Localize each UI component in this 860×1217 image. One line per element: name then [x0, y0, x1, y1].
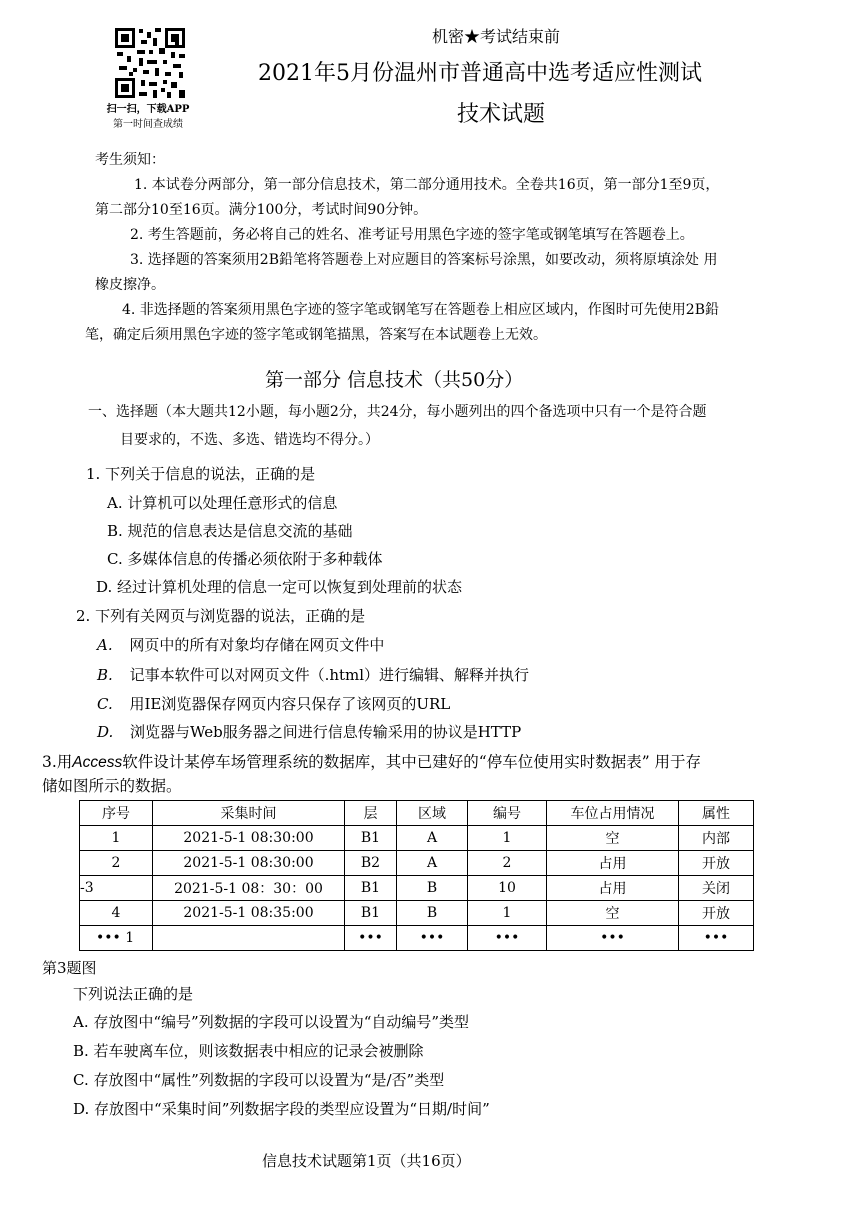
- table-row: [80, 851, 754, 876]
- confidential-label: 机密★考试结束前: [432, 27, 561, 46]
- notice-item-1-line2: 第二部分10至16页。满分100分，考试时间90分钟。: [95, 202, 428, 218]
- notice-item-2: 2. 考生答题前，务必将自己的姓名、准考证号用黑色字迹的签字笔或钢笔填写在答题卷上。: [130, 227, 694, 243]
- q3-figure-label: 第3题图: [42, 959, 97, 977]
- table-header-cell: 编号: [468, 801, 547, 826]
- table-header-cell: 采集时间: [153, 801, 345, 826]
- q3-stem-software: Access: [72, 754, 123, 771]
- q1-option-d: D. 经过计算机处理的信息一定可以恢复到处理前的状态: [96, 578, 463, 596]
- table-cell: 开放: [679, 901, 754, 926]
- q2-option-b-text: 记事本软件可以对网页文件（.html）进行编辑、解释并执行: [129, 666, 530, 684]
- table-cell: ••• 1: [80, 926, 153, 951]
- notice-item-4-line1: 4. 非选择题的答案须用黑色字迹的签字笔或钢笔写在答题卷上相应区域内，作图时可先使用2B鉛: [122, 302, 720, 318]
- table-cell: B: [397, 901, 468, 926]
- table-cell: -3: [80, 876, 153, 901]
- page-footer: 信息技术试题第1页（共16页）: [262, 1152, 471, 1170]
- q3-option-a: A. 存放图中“编号”列数据的字段可以设置为“自动编号”类型: [73, 1013, 470, 1031]
- table-cell: 占用: [547, 876, 679, 901]
- table-row: [80, 826, 754, 851]
- table-row: [80, 926, 754, 951]
- table-header-cell: 车位占用情况: [547, 801, 679, 826]
- table-cell: 1: [80, 826, 153, 851]
- table-cell: 内部: [679, 826, 754, 851]
- q1-option-b: B. 规范的信息表达是信息交流的基础: [107, 522, 353, 540]
- table-cell: 2: [80, 851, 153, 876]
- q3-stem-line1: [42, 752, 701, 773]
- q2-option-d: [97, 722, 521, 743]
- table-header-row: [80, 801, 754, 826]
- q1-option-c: C. 多媒体信息的传播必须依附于多种载体: [107, 550, 383, 568]
- q3-option-c: C. 存放图中“属性”列数据的字段可以设置为“是/否”类型: [73, 1071, 445, 1089]
- table-cell: B: [397, 876, 468, 901]
- table-cell: B1: [345, 901, 397, 926]
- notice-item-4-line2: 笔，确定后须用黑色字迹的签字笔或钢笔描黑，答案写在本试题卷上无效。: [85, 327, 547, 343]
- table-cell: B1: [345, 876, 397, 901]
- table-header-cell: 层: [345, 801, 397, 826]
- q2-option-c: [97, 694, 450, 715]
- qr-code-image: [113, 26, 187, 100]
- qr-caption-line1: 扫一扫，下载APP: [106, 104, 190, 115]
- qr-caption: [88, 102, 208, 132]
- table-cell: 2021-5-1 08:30:00: [153, 851, 345, 876]
- parking-data-table: [79, 800, 754, 951]
- table-cell: 2: [468, 851, 547, 876]
- q3-prompt: 下列说法正确的是: [73, 985, 194, 1003]
- table-cell: 空: [547, 826, 679, 851]
- table-cell: 1: [468, 826, 547, 851]
- q3-stem-prefix: 3.用: [42, 753, 73, 771]
- table-cell: A: [397, 826, 468, 851]
- table-cell: [153, 926, 345, 951]
- table-cell: •••: [547, 926, 679, 951]
- section-instructions-line1: 一、选择题（本大题共12小题，每小题2分，共24分，每小题列出的四个备选项中只有一个是符合题: [88, 404, 707, 420]
- table-row: [80, 876, 754, 901]
- table-cell: A: [397, 851, 468, 876]
- q2-option-b-letter: B.: [97, 666, 113, 684]
- table-cell: 2021-5-1 08:35:00: [153, 901, 345, 926]
- section-instructions-line2: 目要求的，不选、多选、错选均不得分。）: [120, 432, 379, 448]
- table-cell: •••: [679, 926, 754, 951]
- table-cell: 2021-5-1 08:30:00: [153, 826, 345, 851]
- table-cell: •••: [397, 926, 468, 951]
- table-cell: 空: [547, 901, 679, 926]
- exam-subtitle: 技术试题: [457, 102, 546, 127]
- notice-item-3-line2: 橡皮擦净。: [95, 277, 165, 293]
- part1-title: 第一部分 信息技术（共50分）: [265, 369, 524, 391]
- q2-option-a: [97, 635, 384, 656]
- table-cell: •••: [345, 926, 397, 951]
- table-cell: 2021-5-1 08：30：00: [153, 876, 345, 901]
- table-cell: B1: [345, 826, 397, 851]
- notice-item-3-line1: 3. 选择题的答案须用2B鉛笔将答题卷上对应题目的答案标号涂黑，如要改动，须将原填涂处 用: [130, 252, 718, 268]
- table-row: [80, 901, 754, 926]
- table-cell: 开放: [679, 851, 754, 876]
- q2-option-b: [97, 665, 529, 686]
- table-cell: •••: [468, 926, 547, 951]
- q1-option-a: A. 计算机可以处理任意形式的信息: [107, 494, 338, 512]
- q1-stem: 1. 下列关于信息的说法，正确的是: [86, 465, 316, 483]
- q3-option-d: D. 存放图中“采集时间”列数据字段的类型应设置为“日期/时间”: [73, 1100, 490, 1118]
- q2-option-d-letter: D.: [97, 723, 114, 741]
- q2-option-a-letter: A.: [97, 636, 113, 654]
- table-header-cell: 序号: [80, 801, 153, 826]
- q2-option-d-text: 浏览器与Web服务器之间进行信息传输采用的协议是HTTP: [130, 723, 522, 741]
- q3-stem-line2: 储如图所示的数据。: [42, 777, 182, 795]
- qr-caption-line2: 第一时间查成绩: [113, 119, 183, 130]
- q3-option-b: B. 若车驶离车位，则该数据表中相应的记录会被删除: [73, 1042, 424, 1060]
- table-cell: 10: [468, 876, 547, 901]
- table-header-cell: 区域: [397, 801, 468, 826]
- q3-stem-rest: 软件设计某停车场管理系统的数据库，其中已建好的“停车位使用实时数据表” 用于存: [122, 753, 702, 771]
- notice-item-1-line1: 1. 本试卷分两部分，第一部分信息技术，第二部分通用技术。全卷共16页，第一部分1至9页，: [134, 177, 720, 193]
- exam-title: 2021年5月份温州市普通高中选考适应性测试: [258, 61, 702, 86]
- table-header-cell: 属性: [679, 801, 754, 826]
- notice-heading: 考生须知：: [95, 152, 165, 168]
- table-cell: 1: [468, 901, 547, 926]
- table-cell: B2: [345, 851, 397, 876]
- q2-option-c-letter: C.: [97, 695, 113, 713]
- q2-stem: 2. 下列有关网页与浏览器的说法，正确的是: [76, 607, 366, 625]
- table-cell: 关闭: [679, 876, 754, 901]
- q2-option-a-text: 网页中的所有对象均存储在网页文件中: [129, 636, 385, 654]
- table-cell: 占用: [547, 851, 679, 876]
- q2-option-c-text: 用IE浏览器保存网页内容只保存了该网页的URL: [129, 695, 451, 713]
- table-cell: 4: [80, 901, 153, 926]
